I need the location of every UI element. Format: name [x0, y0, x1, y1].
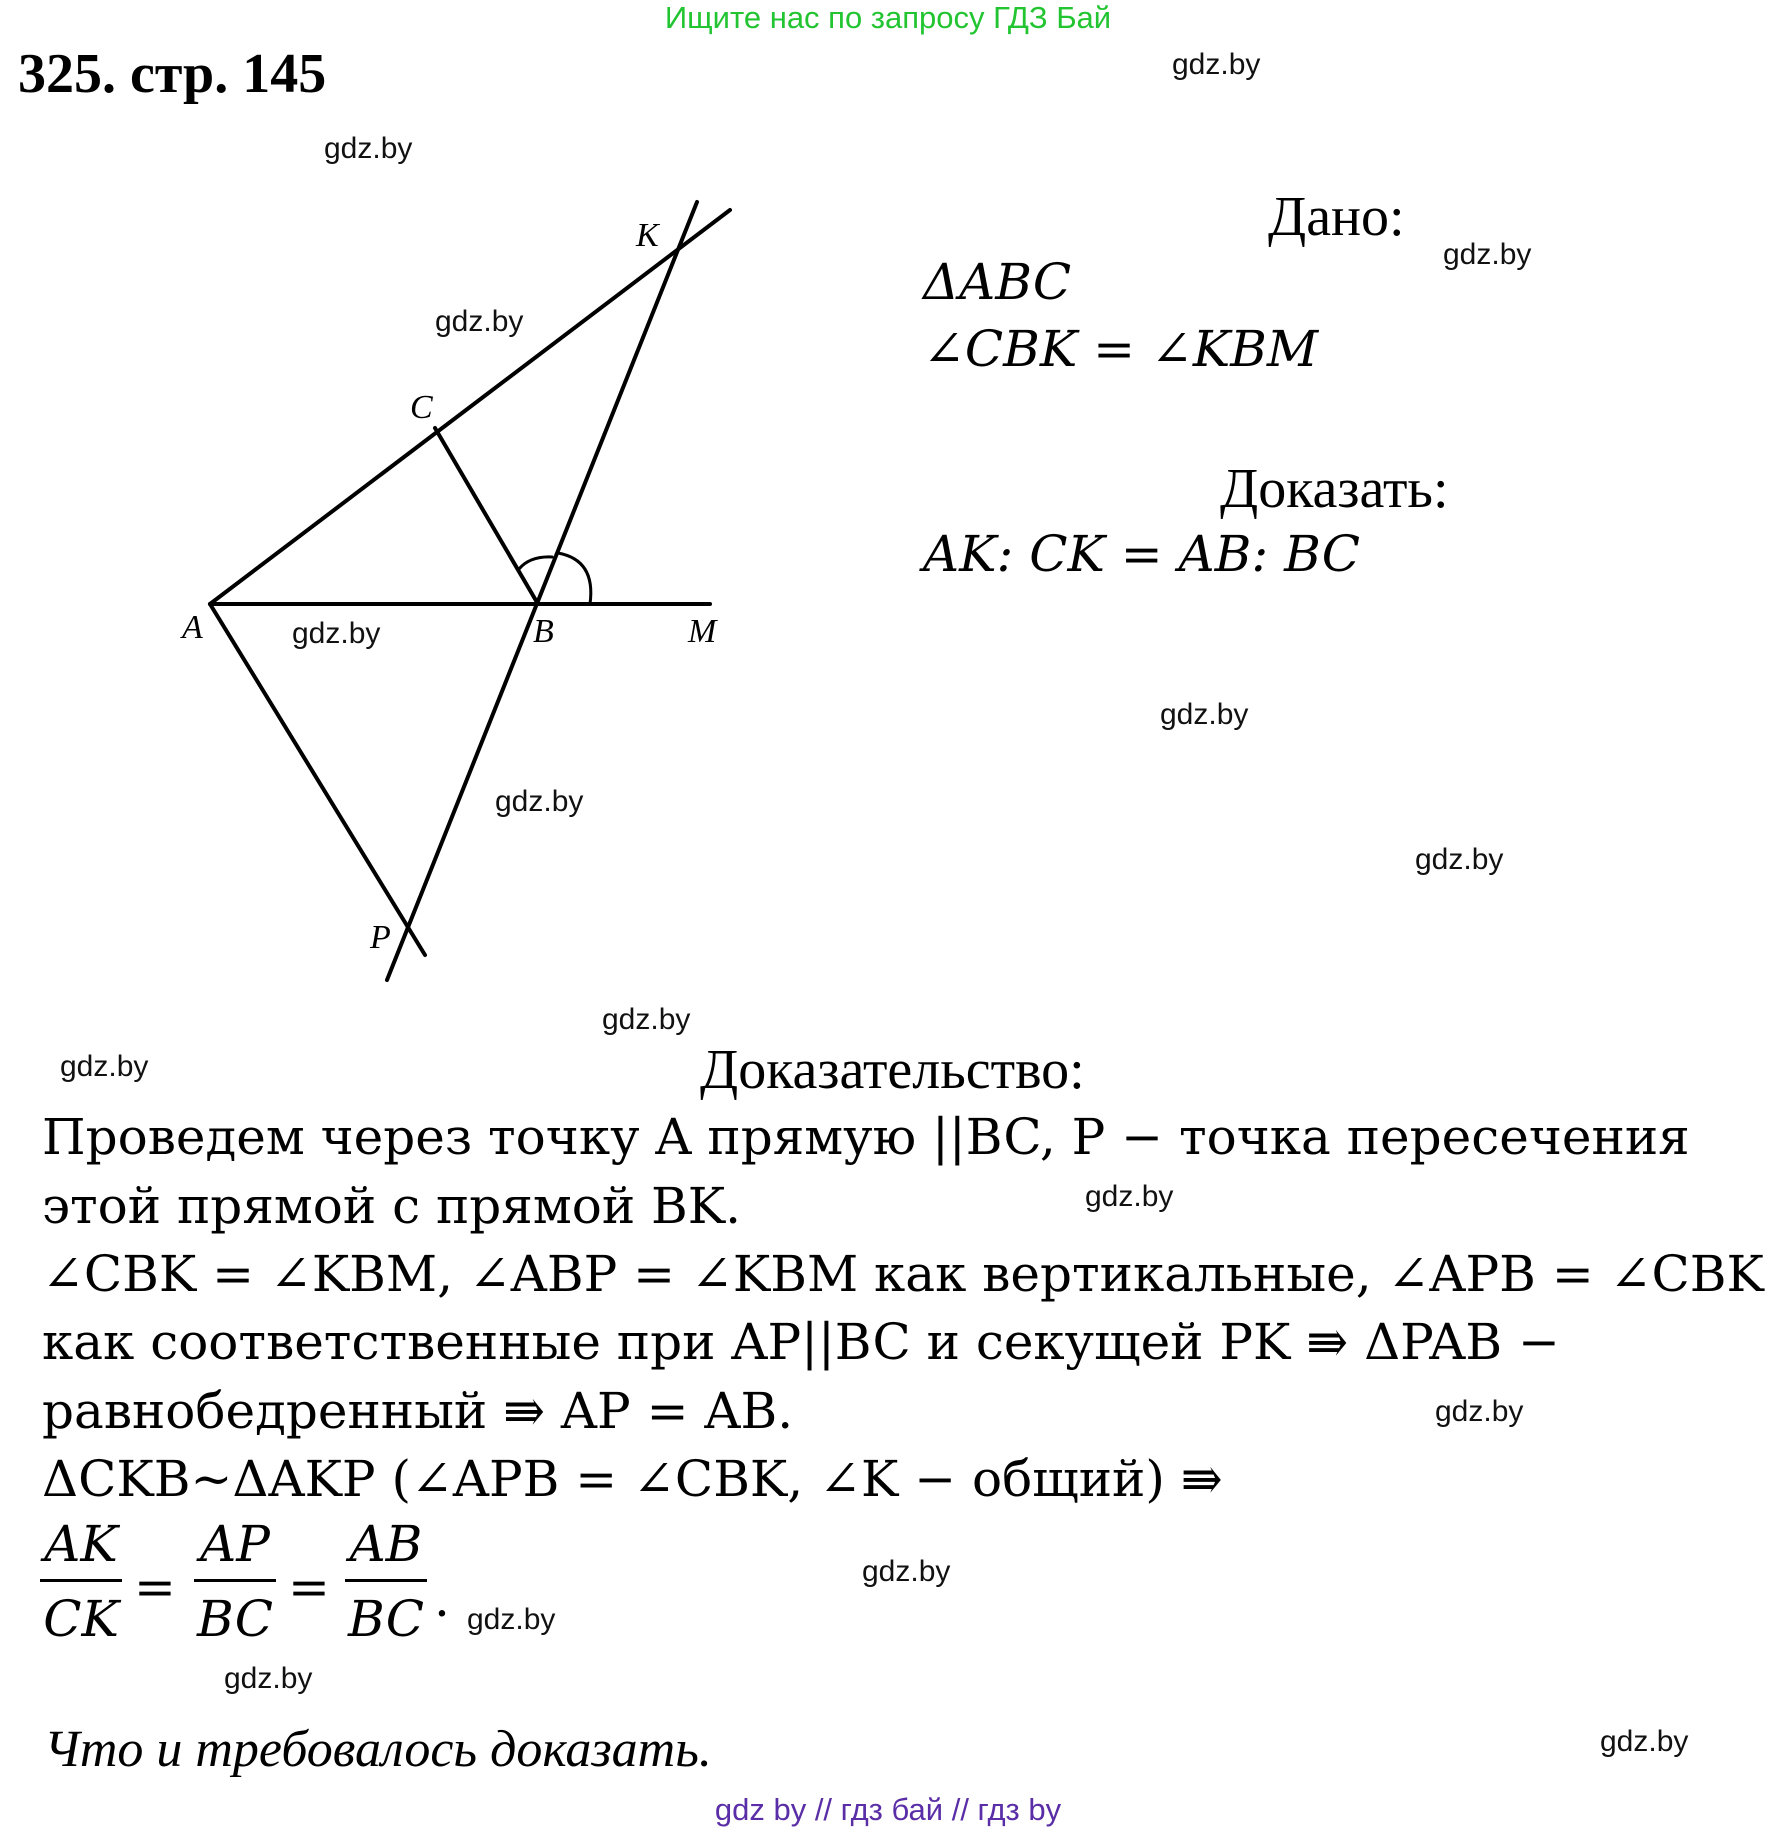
proof-heading: Доказательство:	[700, 1039, 1085, 1101]
equation-end-period: .	[434, 1570, 450, 1628]
proof-line: равнобедренный ⇛ AP = AB.	[42, 1382, 794, 1440]
fraction-numerator: AK	[44, 1515, 118, 1573]
proof-line: ∠CBK = ∠KBM, ∠ABP = ∠KBM как вертикальные, ∠APB = ∠CBK	[42, 1245, 1764, 1303]
task-title: 325. стр. 145	[18, 43, 327, 105]
watermark: gdz.by	[1172, 48, 1261, 81]
given-line: ΔABC	[923, 253, 1072, 311]
search-banner: Ищите нас по запросу ГДЗ Бай	[664, 0, 1112, 35]
point-label-a: A	[182, 609, 203, 646]
proof-line: этой прямой с прямой BK.	[42, 1177, 742, 1235]
line-k-p	[387, 202, 697, 980]
watermark: gdz.by	[60, 1050, 149, 1083]
watermark: gdz.by	[602, 1003, 691, 1036]
given-heading: Дано:	[1268, 186, 1405, 248]
fraction-denominator: CK	[43, 1590, 119, 1648]
fraction-ak-ck	[40, 1515, 122, 1648]
watermark: gdz.by	[435, 305, 524, 338]
watermark: gdz.by	[1600, 1725, 1689, 1758]
watermark: gdz.by	[862, 1555, 951, 1588]
watermark: gdz.by	[292, 617, 381, 650]
point-label-k: K	[636, 217, 659, 254]
fraction-numerator: AB	[349, 1515, 423, 1573]
point-label-p: P	[370, 919, 391, 956]
watermark: gdz.by	[1160, 698, 1249, 731]
fraction-denominator: BC	[348, 1590, 424, 1648]
watermark: gdz.by	[224, 1662, 313, 1695]
prove-heading: Доказать:	[1220, 458, 1449, 520]
prove-statement: AK: CK = AB: BC	[923, 525, 1361, 583]
point-label-m: M	[688, 613, 717, 650]
equals-sign: =	[288, 1558, 330, 1616]
line-a-k	[210, 210, 730, 604]
segment-a-p	[210, 604, 425, 955]
watermark: gdz.by	[1415, 843, 1504, 876]
fraction-ap-bc	[194, 1515, 276, 1648]
angle-arc-kbm	[558, 553, 591, 604]
proof-line: Проведем через точку A прямую ||BC, P − точка пересечения	[42, 1108, 1690, 1166]
segment-c-b	[435, 428, 538, 604]
geometry-figure	[0, 0, 900, 1000]
watermark: gdz.by	[1443, 238, 1532, 271]
fraction-numerator: AP	[200, 1515, 270, 1573]
footer-links: gdz by // гдз бай // гдз by	[714, 1792, 1062, 1827]
proof-line: ΔCKB~ΔAKP (∠APB = ∠CBK, ∠K − общий) ⇛	[42, 1450, 1223, 1508]
angle-arc-cbk	[519, 557, 552, 569]
point-label-c: C	[410, 389, 433, 426]
equals-sign: =	[134, 1558, 176, 1616]
fraction-ab-bc	[345, 1515, 427, 1648]
proof-line: как соответственные при AP||BC и секущей PK ⇛ ΔPAB −	[42, 1313, 1560, 1371]
watermark: gdz.by	[467, 1603, 556, 1636]
watermark: gdz.by	[324, 132, 413, 165]
given-line: ∠CBK = ∠KBM	[923, 320, 1319, 378]
watermark: gdz.by	[495, 785, 584, 818]
watermark: gdz.by	[1435, 1395, 1524, 1428]
closing-statement: Что и требовалось доказать.	[44, 1721, 712, 1778]
watermark: gdz.by	[1085, 1180, 1174, 1213]
fraction-denominator: BC	[197, 1590, 273, 1648]
point-label-b: B	[533, 613, 554, 650]
